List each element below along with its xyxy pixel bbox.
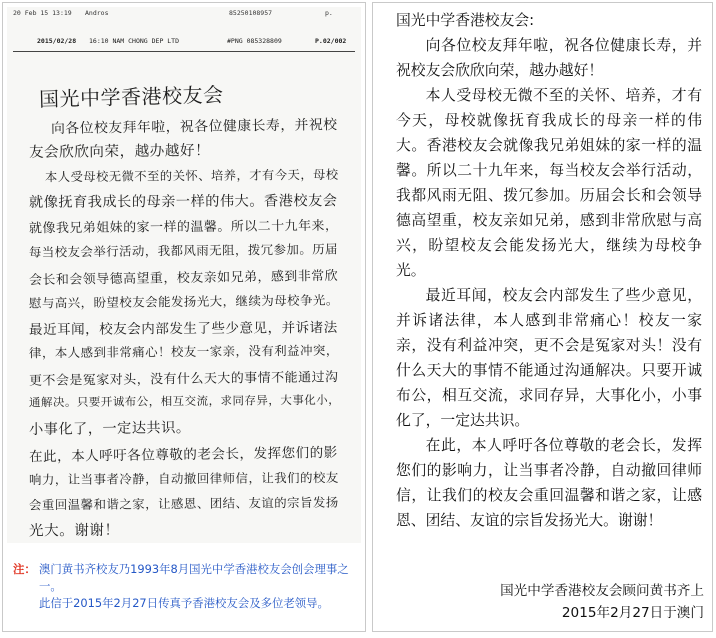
handwriting-line: 律，本人感到非常痛心！校友一家亲，没有利益冲突，	[28, 342, 339, 361]
handwriting-line: 更不会是冤家对头，没有什么天大的事情不能通过沟	[28, 369, 339, 389]
handwriting-line: 会重回温馨和谐之家，让感恩、团结、友谊的宗旨发扬	[28, 494, 339, 513]
letter-paragraph-1: 向各位校友拜年啦，祝各位健康长寿，并祝校友会欣欣向荣，越办越好！	[396, 37, 702, 79]
fax-header-name: Andros	[85, 9, 109, 17]
fax-tx-sender: 16:10 NAM CHONG DEP LTD	[89, 37, 180, 45]
fax-panel	[2, 2, 366, 632]
footnote	[13, 561, 363, 612]
fax-tx-date: 2015/02/28	[37, 37, 77, 45]
handwriting-line: 在此，本人呼吁各位尊敬的老会长，发挥您们的影	[28, 445, 338, 466]
handwriting-line: 国光中学香港校友会	[38, 82, 224, 112]
fax-header-page: p.	[325, 9, 333, 17]
footnote-text-2: 此信于2015年2月27日传真予香港校友会及多位老领导。	[39, 596, 329, 610]
fax-header-date: 20 Feb 15 13:19	[13, 9, 72, 17]
handwriting-line: 向各位校友拜年啦，祝各位健康长寿，并祝校	[50, 117, 338, 137]
footnote-line-2	[13, 595, 363, 612]
letter-signature: 国光中学香港校友会顾问黄书齐上	[500, 583, 704, 599]
footnote-line-1	[13, 561, 363, 595]
handwriting-line: 通解决。只要开诚布公，相互交流，求同存异，大事化小，	[28, 392, 341, 410]
letter-paragraph-4: 在此，本人呼吁各位尊敬的老会长，发挥您们的影响力，让当事者冷静，自动撤回律师信，让我们的校友会重回温馨和谐之家，让感恩、团结、友谊的宗旨发扬光大。谢谢！	[396, 437, 702, 529]
footnote-label: 注：	[13, 562, 36, 576]
handwriting-line: 就像抚育我成长的母亲一样的伟大。香港校友会	[28, 192, 338, 211]
handwriting-line: 光大。谢谢！	[28, 521, 120, 540]
handwriting-line: 最近耳闻，校友会内部发生了些少意见，并诉诸法	[28, 319, 338, 339]
letter-signature-block	[500, 580, 704, 624]
handwriting-line: 友会欣欣向荣，越办越好！	[28, 142, 211, 162]
handwritten-letter	[7, 7, 361, 543]
letter-paragraph-3: 最近耳闻，校友会内部发生了些少意见，并诉诸法律，本人感到非常痛心！校友一家亲，没有利益冲突，更不会是冤家对头！没有什么天大的事情不能通过沟通解决。只要开诚布公，相互交流，求同存异，大事化小，小事化了，一定达共识。	[396, 287, 702, 429]
fax-scan	[7, 7, 361, 543]
handwriting-line: 每当校友会举行活动，我都风雨无阻，拨冗参加。历届	[28, 241, 339, 260]
handwriting-line: 慰与高兴，盼望校友会能发扬光大，继续为母校争光。	[28, 292, 339, 311]
letter-salutation: 国光中学香港校友会:	[396, 12, 535, 29]
fax-header-phone: 85250108957	[229, 9, 273, 17]
fax-tx-page: P.02/002	[315, 37, 347, 45]
handwriting-line: 会长和会领导德高望重，校友亲如兄弟，感到非常欣	[28, 268, 339, 288]
letter-paragraph-2: 本人受母校无微不至的关怀、培养，才有今天，母校就像抚育我成长的母亲一样的伟大。香港校友会就像我兄弟姐妹的家一样的温馨。所以二十九年来，每当校友会举行活动，我都风雨无阻、拨冗参加。历届会长和会领导德高望重，校友亲如兄弟，感到非常欣慰与高兴，盼望校友会能发扬光大，继续为母校争光。	[396, 87, 702, 279]
handwriting-line: 小事化了，一定达共识。	[28, 420, 191, 438]
transcribed-letter	[396, 8, 702, 533]
handwriting-line: 就像我兄弟姐妹的家一样的温馨。所以二十九年来，	[28, 218, 339, 237]
handwriting-line: 本人受母校无微不至的关怀、培养，才有今天，母校	[44, 167, 339, 184]
fax-tx-number: #PNG 085328809	[227, 37, 282, 45]
letter-date: 2015年2月27日于澳门	[561, 605, 704, 621]
footnote-text-1: 澳门黄书齐校友乃1993年8月国光中学香港校友会创会理事之一。	[39, 562, 349, 593]
handwriting-line: 响力，让当事者冷静，自动撤回律师信，让我们的校友	[28, 469, 339, 487]
